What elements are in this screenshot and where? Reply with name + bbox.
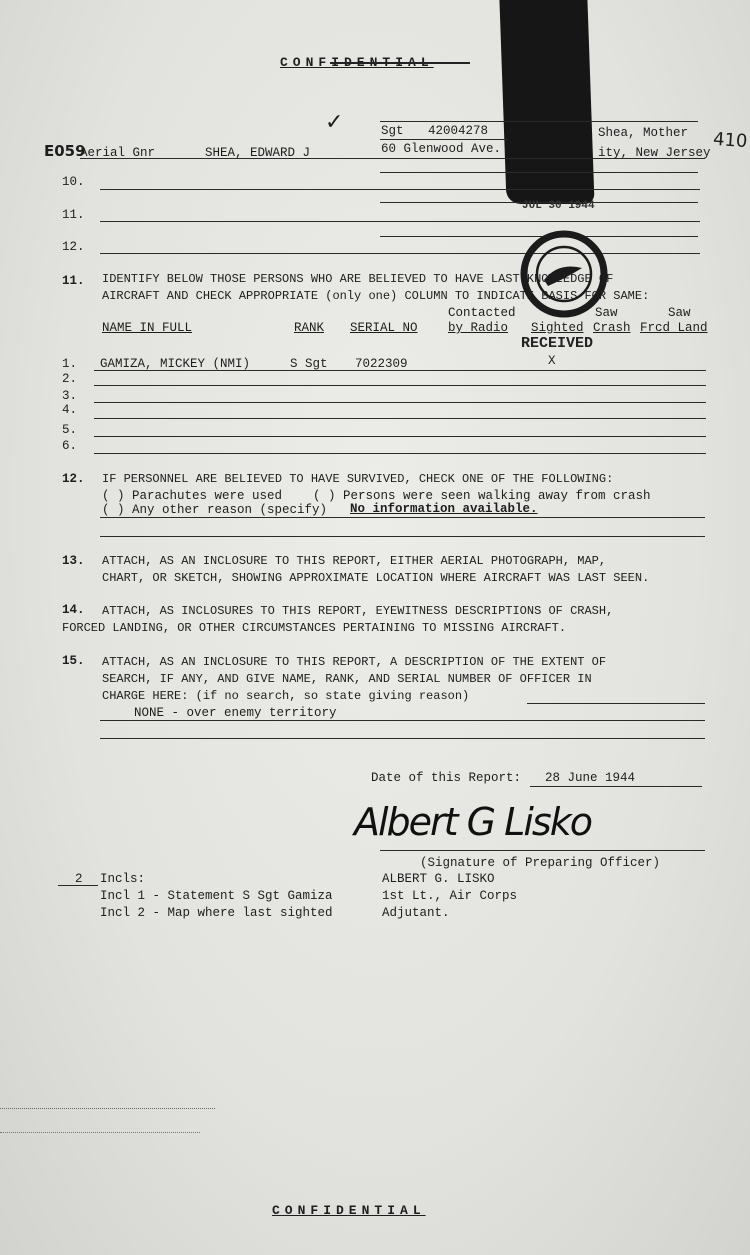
person-mark: X <box>548 354 556 368</box>
header-name: NAME IN FULL <box>102 321 193 335</box>
date-stamp: JUL 30 1944 <box>522 200 595 212</box>
scan-artifact <box>0 1108 215 1109</box>
person-line <box>94 418 706 419</box>
report-date-line <box>530 786 702 787</box>
incl-item: Incl 1 - Statement S Sgt Gamiza <box>100 889 333 903</box>
section15-line3: CHARGE HERE: (if no search, so state giving reason) <box>102 689 470 703</box>
incl-label: Incls: <box>100 872 146 886</box>
person-name: GAMIZA, MICKEY (NMI) <box>100 357 251 371</box>
header-contacted: by Radio <box>448 321 509 335</box>
person-number: 3. <box>62 389 78 403</box>
section12-number: 12. <box>62 472 85 486</box>
row9-duty: Aerial Gnr <box>80 146 156 160</box>
row9-checkmark: ✓ <box>325 110 344 135</box>
header-classification: CONFIDENTIAL <box>280 55 434 70</box>
row9-margin-note: 410 <box>712 128 749 153</box>
report-date-value: 28 June 1944 <box>545 771 636 785</box>
row9-city: ity, New Jersey <box>598 146 711 160</box>
row10-line <box>100 189 700 190</box>
report-date-label: Date of this Report: <box>371 771 522 785</box>
header-crash: Crash <box>593 321 631 335</box>
row9-line <box>80 158 705 159</box>
row9-rank: Sgt <box>381 124 404 138</box>
header-serial: SERIAL NO <box>350 321 418 335</box>
person-serial: 7022309 <box>355 357 408 371</box>
section13-line1: ATTACH, AS AN INCLOSURE TO THIS REPORT, EITHER AERIAL PHOTOGRAPH, MAP, <box>102 554 607 568</box>
person-line <box>94 370 706 371</box>
person-number: 6. <box>62 439 78 453</box>
row-number: 12. <box>62 240 85 254</box>
section12-line-b <box>100 536 705 537</box>
row12-line <box>100 253 700 254</box>
section12-line <box>100 517 705 518</box>
footer-classification: CONFIDENTIAL <box>272 1203 426 1218</box>
section12-answer: No information available. <box>350 502 538 516</box>
section15-line-b <box>100 720 705 721</box>
person-line <box>94 402 706 403</box>
received-stamp: RECEIVED <box>521 335 594 352</box>
signature-caption: (Signature of Preparing Officer) <box>420 856 661 870</box>
row9-rank-line <box>380 139 508 140</box>
officer-rank: 1st Lt., Air Corps <box>382 889 518 903</box>
section14-line2: FORCED LANDING, OR OTHER CIRCUMSTANCES PERTAINING TO MISSING AIRCRAFT. <box>62 621 567 635</box>
section15-line1: ATTACH, AS AN INCLOSURE TO THIS REPORT, A DESCRIPTION OF THE EXTENT OF <box>102 655 607 669</box>
section12-opt1: ( ) Parachutes were used <box>102 489 283 503</box>
incl-item: Incl 2 - Map where last sighted <box>100 906 333 920</box>
incl-count-line <box>58 885 98 886</box>
section15-answer: NONE - over enemy territory <box>134 706 337 720</box>
person-rank: S Sgt <box>290 357 328 371</box>
person-number: 1. <box>62 357 78 371</box>
row11-line <box>100 221 700 222</box>
section15-line2: SEARCH, IF ANY, AND GIVE NAME, RANK, AND SERIAL NUMBER OF OFFICER IN <box>102 672 592 686</box>
section11-number: 11. <box>62 274 85 288</box>
row-number: 11. <box>62 208 85 222</box>
person-line <box>94 436 706 437</box>
header-rank: RANK <box>294 321 325 335</box>
person-number: 2. <box>62 372 78 386</box>
header-forced-land: Frcd Land <box>640 321 708 335</box>
section11-line1: IDENTIFY BELOW THOSE PERSONS WHO ARE BELIEVED TO HAVE LAST KNOWLEDGE OF <box>102 272 614 286</box>
signature-script: Albert G Lisko <box>354 800 591 844</box>
row9-code: E059 <box>44 142 86 160</box>
row9-address: 60 Glenwood Ave. <box>381 142 502 156</box>
section15-line-c <box>100 738 705 739</box>
person-number: 5. <box>62 423 78 437</box>
section12-opt3: ( ) Any other reason (specify) <box>102 503 328 517</box>
row9-address-line <box>380 172 698 173</box>
redaction-blot <box>499 0 594 204</box>
officer-title: Adjutant. <box>382 906 450 920</box>
section15-line <box>527 703 705 704</box>
signature-line <box>380 850 705 851</box>
scan-artifact <box>0 1132 200 1133</box>
row9-name: SHEA, EDWARD J <box>205 146 311 160</box>
header-saw-1: Saw <box>595 306 618 320</box>
row-number: 10. <box>62 175 85 189</box>
section14-line1: ATTACH, AS INCLOSURES TO THIS REPORT, EYEWITNESS DESCRIPTIONS OF CRASH, <box>102 604 614 618</box>
section12-line1: IF PERSONNEL ARE BELIEVED TO HAVE SURVIVED, CHECK ONE OF THE FOLLOWING: <box>102 472 614 486</box>
header-sighted: Sighted <box>531 321 584 335</box>
row9-top-line <box>380 121 698 122</box>
section11-line2: AIRCRAFT AND CHECK APPROPRIATE (only one) COLUMN TO INDICATE BASIS FOR SAME: <box>102 289 650 303</box>
header-strike <box>330 62 470 64</box>
row9-kin: Shea, Mother <box>598 126 689 140</box>
person-number: 4. <box>62 403 78 417</box>
person-line <box>94 453 706 454</box>
section12-opt2: ( ) Persons were seen walking away from crash <box>313 489 651 503</box>
section15-number: 15. <box>62 654 85 668</box>
header-contacted-top: Contacted <box>448 306 516 320</box>
row9-serial: 42004278 <box>428 124 489 138</box>
section14-number: 14. <box>62 603 85 617</box>
header-saw-2: Saw <box>668 306 691 320</box>
incl-count: 2 <box>75 872 83 886</box>
section13-line2: CHART, OR SKETCH, SHOWING APPROXIMATE LOCATION WHERE AIRCRAFT WAS LAST SEEN. <box>102 571 650 585</box>
section13-number: 13. <box>62 554 85 568</box>
person-line <box>94 385 706 386</box>
officer-name: ALBERT G. LISKO <box>382 872 495 886</box>
